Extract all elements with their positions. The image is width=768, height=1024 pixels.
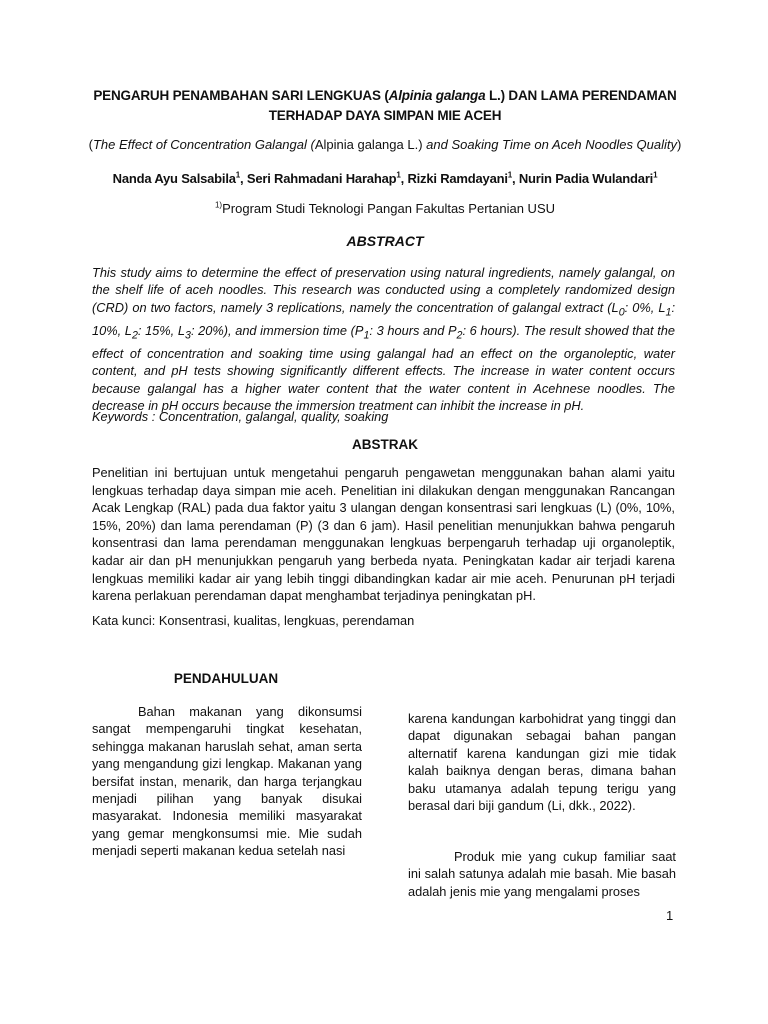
subtitle-species: Alpinia galanga (314, 137, 404, 152)
author-name: Rizki Ramdayani (407, 171, 508, 186)
page-number: 1 (666, 908, 674, 923)
affiliation (60, 200, 710, 218)
subscript: 3 (185, 329, 191, 342)
abstract-text: : 3 hours and P (369, 322, 457, 338)
keywords (92, 408, 675, 425)
title-text-end: L.) DAN LAMA PERENDAMAN (485, 88, 677, 103)
english-title (70, 136, 700, 154)
author-name: Nanda Ayu Salsabila (112, 171, 236, 186)
title-line-2: TERHADAP DAYA SIMPAN MIE ACEH (268, 108, 502, 123)
author-affil-mark: 1 (235, 170, 241, 180)
author-name: Nurin Padia Wulandari (518, 171, 654, 186)
abstrak-heading: ABSTRAK (352, 437, 418, 452)
affiliation-text: Program Studi Teknologi Pangan Fakultas Pertanian USU (222, 201, 555, 216)
subtitle-text: The Effect of Concentration Galangal ( (92, 137, 315, 152)
abstract-text: : 0%, L (624, 299, 666, 315)
subscript: 2 (131, 329, 138, 342)
abstract-text: : 15%, L (137, 322, 185, 338)
author-list: Nanda Ayu Salsabila$^1$, Seri Rahmadani Harahap$^1$, Rizki Ramdayani$^1$, Nurin Padia Wulandari$^1$ (112, 170, 658, 186)
paren-open: ( (88, 137, 93, 152)
author-name: Seri Rahmadani Harahap (246, 171, 397, 186)
paper-title (90, 86, 680, 126)
author-affil-mark: 1 (653, 170, 658, 180)
subscript: 0 (618, 306, 625, 319)
subscript: 2 (456, 329, 463, 342)
intro-paragraph-right-1: karena kandungan karbohidrat yang tinggi dan dapat digunakan sebagai bahan pangan alternatif karena kandungan gizi mie tidak kalah baiknya dengan beras, dimana bahan baku utamanya adalah tepung terigu yang berasal dari biji gandum (Li, dkk., 2022). (408, 711, 676, 814)
intro-paragraph-left: Bahan makanan yang dikonsumsi sangat mempengaruhi tingkat kesehatan, sehingga makanan haruslah sehat, aman serta yang mengandung gizi lengkap. Makanan yang bersifat instan, menarik, dan harga terjangkau menjadi pilihan yang banyak disukai masyarakat. Indonesia memiliki masyarakat yang gemar mengkonsumsi mie. Mie sudah menjadi seperti makanan kedua setelah nasi (92, 704, 362, 859)
subtitle-text-end: and Soaking Time on Aceh Noodles Quality (422, 137, 678, 152)
section-heading-pendahuluan: PENDAHULUAN (173, 671, 279, 686)
intro-paragraph-right-2: Produk mie yang cukup familiar saat ini salah satunya adalah mie basah. Mie basah adalah jenis mie yang mengalami proses (408, 849, 676, 899)
keywords-text: : Concentration, galangal, quality, soaking (148, 409, 389, 424)
kata-kunci: Kata kunci: Konsentrasi, kualitas, lengkuas, perendaman (92, 613, 415, 628)
affiliation-mark: 1) (214, 200, 223, 210)
title-species: Alpinia galanga (388, 88, 486, 103)
abstract-text: : 6 hours). The result showed that the effect of concentration and soaking time using galangal had an effect on the organoleptic, water content, and pH tests showing significantly different effects. The increase in water content occurs because galangal has a higher water content that the water content in Acehnese noodles. The decrease in pH occurs because the immersion treatment can inhibit the increase in pH. (92, 322, 676, 413)
abstract-heading: ABSTRACT (346, 233, 424, 249)
abstract-text: : 20%), and immersion time (P (190, 322, 364, 338)
author-affil-mark: 1 (396, 170, 401, 180)
abstrak-body: Penelitian ini bertujuan untuk mengetahui pengaruh pengawetan menggunakan bahan alami yaitu lengkuas terhadap daya simpan mie aceh. Penelitian ini dilakukan dengan menggunakan Rancangan Acak Lengkap (RAL) pada dua faktor yaitu 3 ulangan dengan konsentrasi sari lengkuas (L) (0%, 10%, 15%, 20%) dan lama perendaman (P) (3 dan 6 jam). Hasil penelitian menunjukkan bahwa pengaruh konsentrasi dan lama perendaman menggunakan lengkuas berpengaruh terhadap uji organoleptik, kadar air dan pH menunjukkan pengaruh yang berbeda nyata. Peningkatan kadar air terjadi karena lengkuas memiliki kadar air yang lebih tinggi dibandingkan kadar air mie aceh. Penurunan pH terjadi karena perlakuan perendaman dapat menghambat terjadinya peningkatan pH. (92, 465, 675, 604)
subscript: 1 (363, 329, 370, 342)
abstract-text: : 10%, L (92, 299, 675, 338)
abstract-body (92, 264, 675, 414)
subscript: 1 (665, 306, 672, 319)
paren-close: ) (677, 137, 682, 152)
title-text: PENGARUH PENAMBAHAN SARI LENGKUAS ( (93, 88, 389, 103)
author-affil-mark: 1 (507, 170, 513, 180)
subtitle-author-abbr: L.) (403, 137, 423, 152)
keywords-label: Keywords (92, 409, 149, 424)
abstract-text: This study aims to determine the effect of preservation using natural ingredients, namely galangal, on the shelf life of aceh noodles. This research was conducted using a completely randomized design (CRD) on two factors, namely 3 replications, namely the concentration of galangal extract (L (92, 265, 675, 315)
